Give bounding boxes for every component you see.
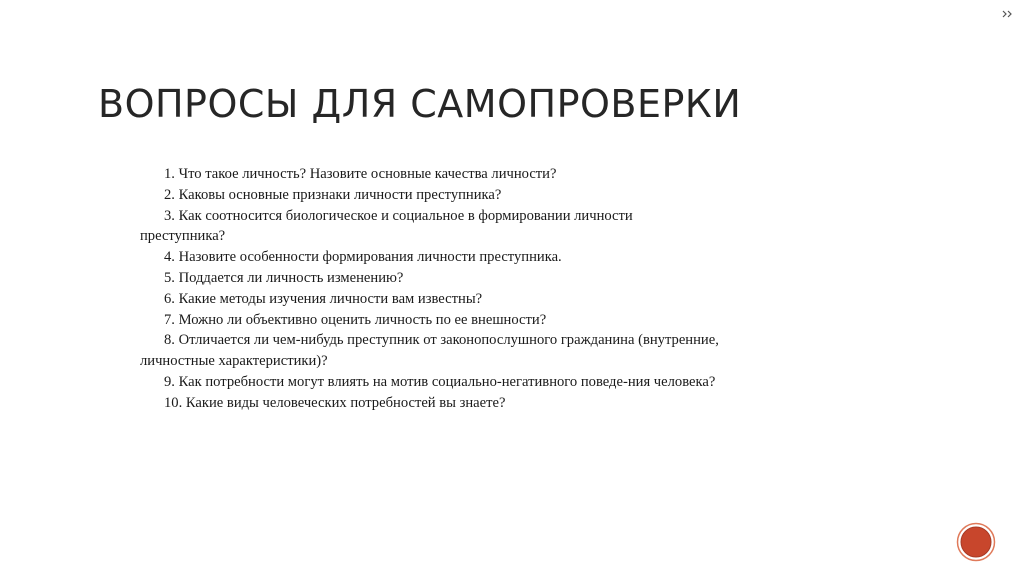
question-item: 5. Поддается ли личность изменению? <box>164 269 404 286</box>
question-item: 9. Как потребности могут влиять на мотив социально-негативного поведе-ния человека? <box>164 373 716 390</box>
slide-number-badge-icon <box>956 522 996 562</box>
questions-list <box>140 164 720 414</box>
double-chevron-icon <box>1002 10 1016 18</box>
question-item: 10. Какие виды человеческих потребностей вы знаете? <box>164 394 506 411</box>
question-item: 1. Что такое личность? Назовите основные качества личности? <box>164 166 557 182</box>
question-item: 6. Какие методы изучения личности вам известны? <box>164 290 483 307</box>
question-item: 7. Можно ли объективно оценить личность по ее внешности? <box>164 311 547 328</box>
question-item: 3. Как соотносится биологическое и социальное в формировании личности преступника? <box>140 207 633 245</box>
question-item: 2. Каковы основные признаки личности преступника? <box>164 186 502 203</box>
question-item: 4. Назовите особенности формирования личности преступника. <box>164 249 562 266</box>
question-item: 8. Отличается ли чем-нибудь преступник от законопослушного гражданина (внутренние, личностные характеристики)? <box>140 332 719 370</box>
slide-title: ВОПРОСЫ ДЛЯ САМОПРОВЕРКИ <box>98 82 742 126</box>
